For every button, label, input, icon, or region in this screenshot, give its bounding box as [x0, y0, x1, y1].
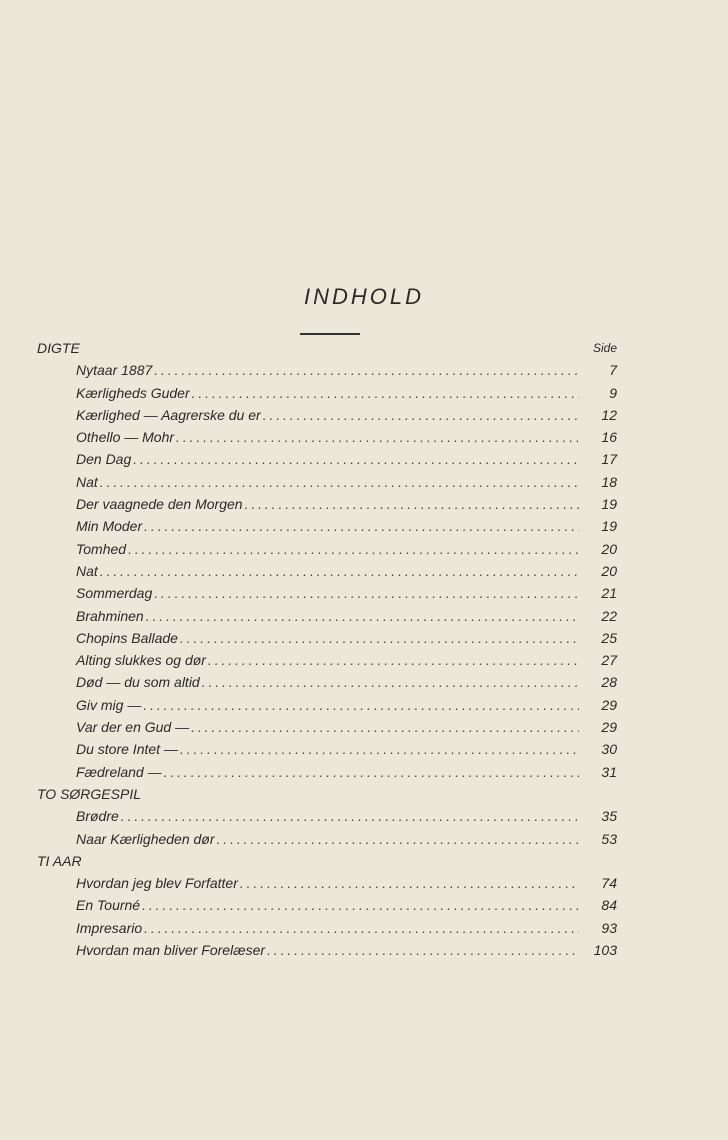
toc-entry	[37, 493, 617, 515]
dot-leader	[128, 538, 579, 560]
entry-title: Kærligheds Guder	[76, 384, 190, 401]
entry-title: Chopins Ballade	[76, 629, 178, 646]
dot-leader	[217, 828, 579, 850]
entry-title: En Tourné	[76, 897, 141, 914]
toc-entry	[37, 404, 617, 426]
dot-leader	[133, 448, 579, 470]
dot-leader	[267, 939, 579, 961]
dot-leader	[180, 738, 579, 760]
table-of-contents	[37, 337, 617, 961]
entry-page-number: 31	[601, 763, 617, 780]
entry-page-number: 20	[601, 540, 617, 557]
dot-leader	[154, 582, 579, 604]
dot-leader	[263, 404, 579, 426]
toc-entry	[37, 515, 617, 537]
entry-title: Fædreland —	[76, 763, 162, 780]
dot-leader	[176, 426, 579, 448]
entry-page-number: 53	[601, 830, 617, 847]
dot-leader	[192, 382, 579, 404]
entry-page-number: 30	[601, 741, 617, 758]
entry-title: Død — du som altid	[76, 674, 200, 691]
toc-entry	[37, 649, 617, 671]
entry-title: Impresario	[76, 919, 143, 936]
entry-title: Nat	[76, 473, 98, 490]
toc-entry	[37, 828, 617, 850]
toc-entry	[37, 471, 617, 493]
toc-entry	[37, 448, 617, 470]
entry-title: Alting slukkes og dør	[76, 652, 206, 669]
entry-title: Der vaagnede den Morgen	[76, 496, 243, 513]
entry-page-number: 28	[601, 674, 617, 691]
dot-leader	[202, 671, 579, 693]
entry-title: Giv mig —	[76, 696, 142, 713]
dot-leader	[100, 560, 579, 582]
entry-page-number: 25	[601, 629, 617, 646]
entry-page-number: 19	[601, 518, 617, 535]
entry-title: Hvordan man bliver Forelæser	[76, 942, 266, 959]
section-heading	[37, 783, 617, 805]
dot-leader	[154, 359, 579, 381]
dot-leader	[100, 471, 579, 493]
toc-entry	[37, 872, 617, 894]
toc-entry	[37, 805, 617, 827]
toc-entry	[37, 894, 617, 916]
entry-page-number: 93	[601, 919, 617, 936]
dot-leader	[121, 805, 579, 827]
entry-title: Naar Kærligheden dør	[76, 830, 215, 847]
dot-leader	[191, 716, 579, 738]
entry-title: Brahminen	[76, 607, 144, 624]
toc-entry	[37, 560, 617, 582]
dot-leader	[143, 694, 579, 716]
section-heading	[37, 337, 617, 359]
dot-leader	[164, 761, 579, 783]
entry-title: Den Dag	[76, 451, 132, 468]
entry-title: Othello — Mohr	[76, 429, 175, 446]
dot-leader	[142, 894, 579, 916]
section-heading	[37, 850, 617, 872]
dot-leader	[180, 627, 579, 649]
entry-page-number: 27	[601, 652, 617, 669]
entry-title: Sommerdag	[76, 585, 153, 602]
entry-title: Tomhed	[76, 540, 127, 557]
toc-entry	[37, 716, 617, 738]
entry-title: Min Moder	[76, 518, 143, 535]
toc-entry	[37, 382, 617, 404]
entry-page-number: 20	[601, 562, 617, 579]
entry-page-number: 18	[601, 473, 617, 490]
toc-entry	[37, 917, 617, 939]
toc-entry	[37, 426, 617, 448]
toc-entry	[37, 761, 617, 783]
entry-title: Brødre	[76, 808, 119, 825]
toc-entry	[37, 738, 617, 760]
toc-entry	[37, 582, 617, 604]
dot-leader	[144, 917, 579, 939]
entry-page-number: 9	[609, 384, 617, 401]
dot-leader	[146, 605, 579, 627]
entry-page-number: 29	[601, 719, 617, 736]
section-heading-text: TO SØRGESPIL	[37, 785, 141, 802]
entry-title: Kærlighed — Aagrerske du er	[76, 406, 261, 423]
side-label: Side	[592, 341, 617, 355]
entry-page-number: 7	[609, 362, 617, 379]
entry-title: Du store Intet —	[76, 741, 178, 758]
entry-title: Nytaar 1887	[76, 362, 153, 379]
toc-entry	[37, 939, 617, 961]
entry-page-number: 21	[601, 585, 617, 602]
page-title: INDHOLD	[303, 284, 424, 309]
section-heading-text: DIGTE	[37, 340, 80, 356]
entry-page-number: 84	[601, 897, 617, 914]
dot-leader	[144, 515, 579, 537]
dot-leader	[240, 872, 579, 894]
entry-page-number: 16	[601, 429, 617, 446]
entry-title: Var der en Gud —	[76, 719, 190, 736]
toc-entry	[37, 359, 617, 381]
toc-entry	[37, 627, 617, 649]
toc-entry	[37, 538, 617, 560]
entry-page-number: 17	[601, 451, 617, 468]
dot-leader	[245, 493, 579, 515]
entry-page-number: 103	[593, 942, 617, 959]
entry-page-number: 22	[601, 607, 617, 624]
entry-title: Nat	[76, 562, 98, 579]
entry-page-number: 35	[601, 808, 617, 825]
entry-page-number: 74	[601, 875, 617, 892]
entry-page-number: 29	[601, 696, 617, 713]
toc-entry	[37, 671, 617, 693]
toc-entry	[37, 694, 617, 716]
toc-entry	[37, 605, 617, 627]
dot-leader	[208, 649, 579, 671]
section-heading-text: TI AAR	[37, 852, 82, 869]
entry-page-number: 19	[601, 496, 617, 513]
entry-title: Hvordan jeg blev Forfatter	[76, 875, 238, 892]
title-divider	[300, 333, 360, 335]
entry-page-number: 12	[601, 406, 617, 423]
